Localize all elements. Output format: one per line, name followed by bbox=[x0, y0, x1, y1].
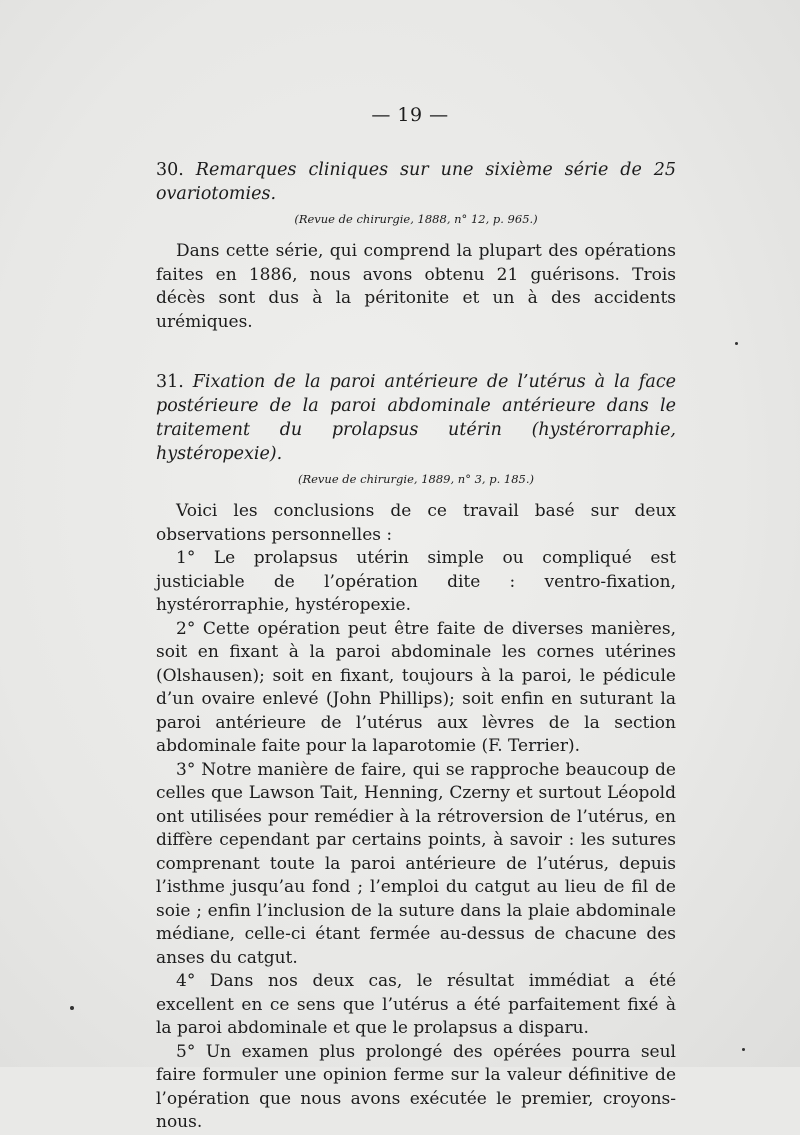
section-30-title bbox=[156, 158, 676, 206]
page-number: — 19 — bbox=[371, 104, 449, 126]
section-30-number: 30. bbox=[156, 160, 184, 180]
conclusion-point-1: 1° Le prolapsus utérin simple ou compliqué est justiciable de l’opération dite : ventro-fixation, hystérorraphie, hystéropexie. bbox=[156, 548, 676, 615]
section-31-title bbox=[156, 370, 676, 466]
section-30-title-text: Remarques cliniques sur une sixième série de 25 ovariotomies. bbox=[156, 160, 676, 204]
page-number-header bbox=[0, 104, 800, 126]
paper-speck bbox=[70, 1006, 74, 1010]
paper-speck bbox=[742, 1048, 745, 1051]
section-31-intro: Voici les conclusions de ce travail basé sur deux observations personnelles : bbox=[156, 501, 676, 545]
conclusion-point-5: 5° Un examen plus prolongé des opérées pourra seul faire formuler une opinion ferme sur la valeur définitive de l’opération que nous avons exécutée le premier, croyons-nous. bbox=[156, 1041, 676, 1132]
page-content bbox=[156, 158, 676, 1135]
conclusion-point-2: 2° Cette opération peut être faite de diverses manières, soit en fixant à la paroi abdominale les cornes utérines (Olshausen); soit en fixant, toujours à la paroi, le pédicule d’un ovaire enlevé (John Phillips); soit enfin en suturant la paroi antérieure de l’utérus aux lèvres de la section abdominale faite pour la laparotomie (F. Terrier). bbox=[156, 618, 676, 756]
section-31-reference: (Revue de chirurgie, 1889, n° 3, p. 185.) bbox=[297, 472, 534, 486]
section-31-title-text: Fixation de la paroi antérieure de l’utérus à la face postérieure de la paroi abdominale antérieure dans le traitement du prolapsus utérin (hystérorraphie, hystéropexie). bbox=[156, 372, 676, 464]
section-30-body: Dans cette série, qui comprend la plupart des opérations faites en 1886, nous avons obtenu 21 guérisons. Trois décès sont dus à la péritonite et un à des accidents urémiques. bbox=[156, 241, 676, 332]
section-30-reference: (Revue de chirurgie, 1888, n° 12, p. 965.) bbox=[294, 212, 538, 226]
paper-speck bbox=[735, 342, 738, 345]
section-31-number: 31. bbox=[156, 372, 184, 392]
conclusion-point-3: 3° Notre manière de faire, qui se rapproche beaucoup de celles que Lawson Tait, Henning, Czerny et surtout Léopold ont utilisées pour remédier à la rétroversion de l’utérus, en diffère cependant par certains points, à savoir : les sutures comprenant toute la paroi antérieure de l’utérus, depuis l’isthme jusqu’au fond ; l’emploi du catgut au lieu de fil de soie ; enfin l’inclusion de la suture dans la plaie abdominale médiane, celle-ci étant fermée au-dessus de chacune des anses du catgut. bbox=[156, 759, 676, 968]
conclusion-point-4: 4° Dans nos deux cas, le résultat immédiat a été excellent en ce sens que l’utérus a été parfaitement fixé à la paroi abdominale et que le prolapsus a disparu. bbox=[156, 971, 676, 1038]
